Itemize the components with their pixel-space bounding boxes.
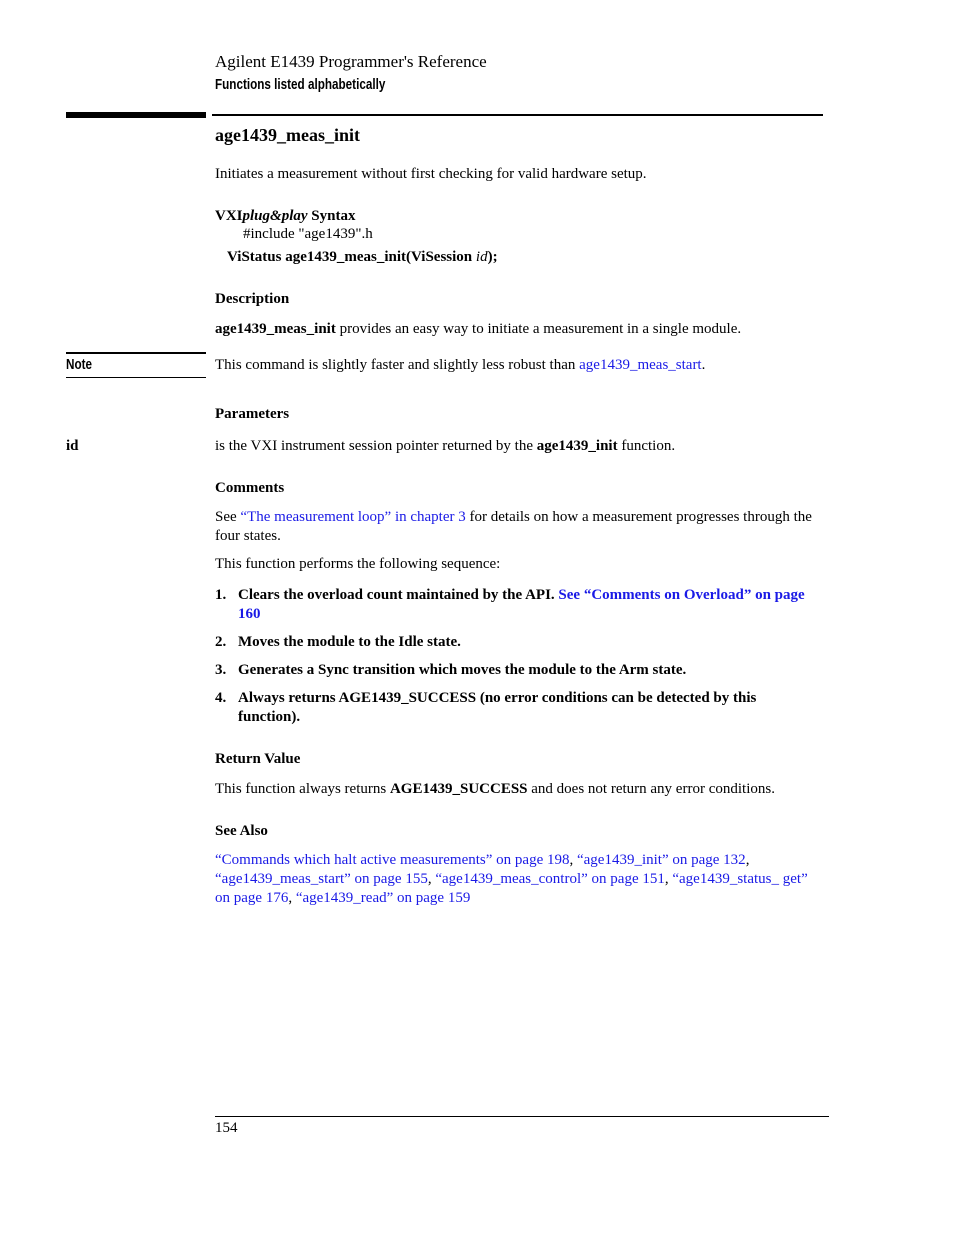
see-also-link[interactable]: “age1439_meas_control” on page 151 bbox=[435, 871, 665, 887]
description-text: age1439_meas_init provides an easy way to initiate a measurement in a single module. bbox=[215, 321, 742, 337]
list-item: 1. Clears the overload count maintained by the API. See “Comments on Overload” on page 160 bbox=[215, 587, 805, 622]
see-also-link[interactable]: “age1439_read” on page 159 bbox=[295, 890, 471, 906]
syntax-heading: VXIplug&play Syntax bbox=[215, 208, 356, 224]
see-also-links: “Commands which halt active measurements” on page 198, “age1439_init” on page 132, “age1439_meas_start” on page 155, “age1439_meas_control” on page 151, “age1439_status_ get” on page 176, “age1439_read” on page 159 bbox=[215, 852, 808, 906]
measurement-loop-link[interactable]: “The measurement loop” in chapter 3 bbox=[240, 509, 466, 525]
note-link[interactable]: age1439_meas_start bbox=[579, 357, 702, 373]
comments-see-text: See “The measurement loop” in chapter 3 for details on how a measurement progresses through the four states. bbox=[215, 509, 812, 544]
running-header-title: Agilent E1439 Programmer's Reference bbox=[215, 52, 487, 71]
return-value-text: This function always returns AGE1439_SUCCESS and does not return any error conditions. bbox=[215, 781, 775, 797]
left-thick-rule bbox=[66, 112, 206, 118]
return-value-heading: Return Value bbox=[215, 751, 301, 767]
note-bottom-rule bbox=[66, 377, 206, 378]
see-also-link[interactable]: “age1439_init” on page 132 bbox=[576, 852, 746, 868]
see-also-link[interactable]: “age1439_status_ get” on page 176 bbox=[215, 871, 808, 906]
intro-text: Initiates a measurement without first checking for valid hardware setup. bbox=[215, 166, 647, 182]
running-header-subtitle: Functions listed alphabetically bbox=[215, 76, 386, 93]
overload-comments-link[interactable]: See “Comments on Overload” on page 160 bbox=[238, 587, 805, 622]
comments-heading: Comments bbox=[215, 480, 285, 496]
description-heading: Description bbox=[215, 291, 290, 307]
footer-rule bbox=[215, 1116, 829, 1117]
note-top-rule bbox=[66, 352, 206, 354]
see-also-link[interactable]: “Commands which halt active measurements” on page 198 bbox=[215, 852, 570, 868]
sequence-intro: This function performs the following sequence: bbox=[215, 556, 501, 572]
parameter-description: is the VXI instrument session pointer returned by the age1439_init function. bbox=[215, 438, 676, 454]
list-item: 3. Generates a Sync transition which moves the module to the Arm state. bbox=[215, 662, 687, 678]
see-also-link[interactable]: “age1439_meas_start” on page 155 bbox=[215, 871, 428, 887]
function-title: age1439_meas_init bbox=[215, 125, 360, 145]
see-also-heading: See Also bbox=[215, 823, 268, 839]
list-item: 2. Moves the module to the Idle state. bbox=[215, 634, 461, 650]
parameters-heading: Parameters bbox=[215, 406, 290, 422]
top-rule bbox=[212, 114, 823, 116]
function-signature: ViStatus age1439_meas_init(ViSession id); bbox=[227, 249, 498, 265]
note-text: This command is slightly faster and slightly less robust than age1439_meas_start. bbox=[215, 357, 706, 373]
list-item: 4. Always returns AGE1439_SUCCESS (no error conditions can be detected by this function). bbox=[215, 690, 757, 725]
parameter-name: id bbox=[66, 438, 79, 454]
note-label: Note bbox=[66, 356, 93, 373]
include-line: #include "age1439".h bbox=[243, 226, 373, 242]
page-number: 154 bbox=[215, 1120, 238, 1136]
